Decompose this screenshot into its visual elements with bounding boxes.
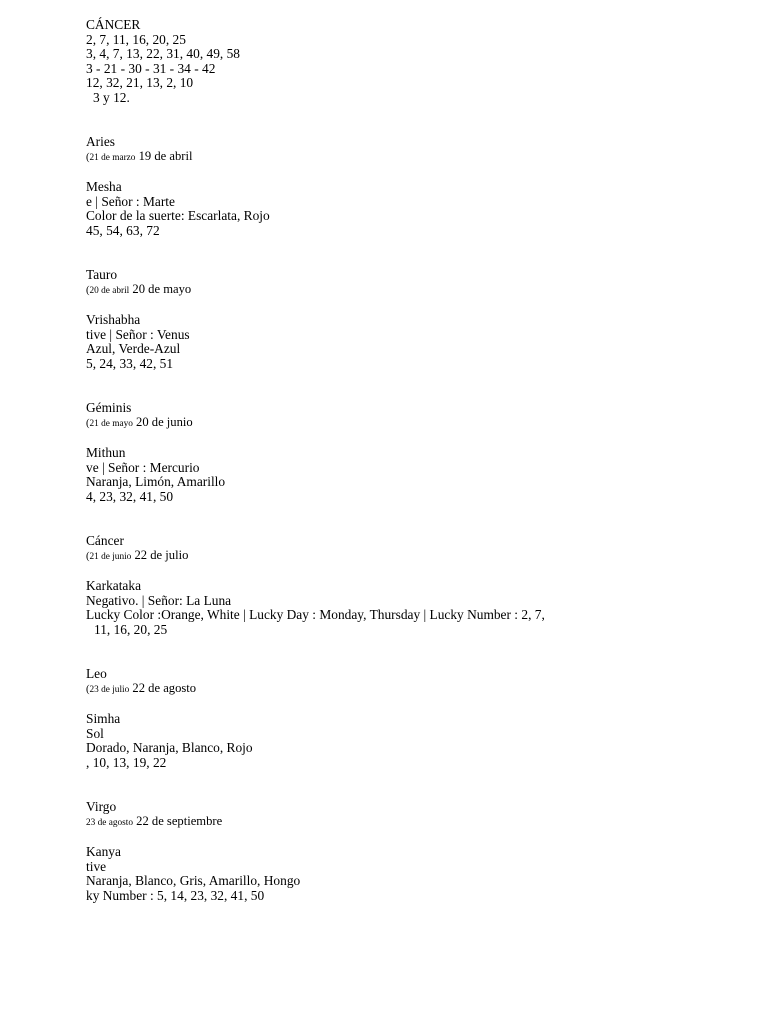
intro-title: CÁNCER (86, 17, 141, 32)
sign-detail-line: Naranja, Limón, Amarillo (86, 474, 226, 489)
date-prefix: ( (86, 285, 90, 296)
sign-detail-line: 4, 23, 32, 41, 50 (86, 488, 174, 504)
date-end: 22 de septiembre (133, 814, 223, 828)
date-end: 20 de mayo (129, 282, 192, 296)
intro-line: 12, 32, 21, 13, 2, 10 (86, 75, 194, 90)
document-body (86, 18, 746, 903)
sign-name: Virgo (86, 799, 117, 814)
sign-name: Aries (86, 134, 116, 149)
date-prefix: ( (86, 551, 90, 562)
sign-dates (86, 681, 746, 698)
sign-detail-line: tive | Señor : Venus (86, 326, 190, 342)
sign-detail-wrap: 11, 16, 20, 25 (94, 621, 168, 637)
sign-detail-line: tive (86, 858, 107, 874)
sign-detail-line: Dorado, Naranja, Blanco, Rojo (86, 740, 253, 755)
sign-geminis (86, 400, 746, 504)
date-end: 19 de abril (135, 149, 193, 163)
sign-detail-line: 5, 24, 33, 42, 51 (86, 355, 174, 371)
sign-detail-line: e | Señor : Marte (86, 193, 175, 209)
sign-detail-line: Color de la suerte: Escarlata, Rojo (86, 208, 270, 223)
sign-detail-line: ve | Señor : Mercurio (86, 459, 200, 475)
sign-dates (86, 548, 746, 565)
sign-virgo (86, 799, 746, 903)
date-prefix: ( (86, 684, 90, 695)
date-end: 20 de junio (132, 415, 193, 429)
sign-detail-line: ky Number : 5, 14, 23, 32, 41, 50 (86, 887, 265, 903)
date-end: 22 de julio (131, 548, 189, 562)
date-start: 21 de junio (89, 552, 132, 562)
date-prefix: ( (86, 152, 90, 163)
sign-tauro (86, 267, 746, 371)
sign-name: Géminis (86, 400, 132, 415)
intro-block (86, 18, 746, 105)
sign-detail-line: Naranja, Blanco, Gris, Amarillo, Hongo (86, 873, 301, 888)
sign-detail-line: 45, 54, 63, 72 (86, 222, 160, 238)
sign-dates (86, 415, 746, 432)
sign-detail-line: Sol (86, 725, 104, 741)
sign-sanskrit-name: Karkataka (86, 578, 142, 593)
sign-sanskrit-name: Mithun (86, 445, 126, 460)
sign-detail-line: Lucky Color :Orange, White | Lucky Day : Monday, Thursday | Lucky Number : 2, 7, (86, 607, 545, 622)
sign-detail-line: , 10, 13, 19, 22 (86, 754, 167, 770)
intro-line: 3 - 21 - 30 - 31 - 34 - 42 (86, 60, 216, 76)
intro-line: 3 y 12. (93, 89, 130, 105)
sign-name: Cáncer (86, 533, 124, 548)
sign-cancer (86, 533, 746, 637)
sign-detail-line: Azul, Verde-Azul (86, 341, 181, 356)
sign-dates (86, 282, 746, 299)
date-end: 22 de agosto (129, 681, 197, 695)
date-start: 23 de agosto (86, 818, 133, 828)
date-start: 21 de marzo (89, 153, 136, 163)
sign-aries (86, 134, 746, 238)
sign-sanskrit-name: Mesha (86, 179, 122, 194)
intro-line: 3, 4, 7, 13, 22, 31, 40, 49, 58 (86, 46, 240, 61)
sign-leo (86, 666, 746, 770)
date-start: 20 de abril (89, 286, 130, 296)
intro-line: 2, 7, 11, 16, 20, 25 (86, 31, 186, 47)
sign-sanskrit-name: Kanya (86, 844, 121, 859)
sign-detail-line: Negativo. | Señor: La Luna (86, 592, 232, 608)
sign-dates (86, 149, 746, 166)
date-start: 23 de julio (89, 685, 130, 695)
sign-dates (86, 814, 746, 831)
date-start: 21 de mayo (89, 419, 133, 429)
date-prefix: ( (86, 418, 90, 429)
sign-sanskrit-name: Simha (86, 711, 121, 726)
sign-name: Tauro (86, 267, 118, 282)
sign-sanskrit-name: Vrishabha (86, 312, 141, 327)
sign-name: Leo (86, 666, 107, 681)
